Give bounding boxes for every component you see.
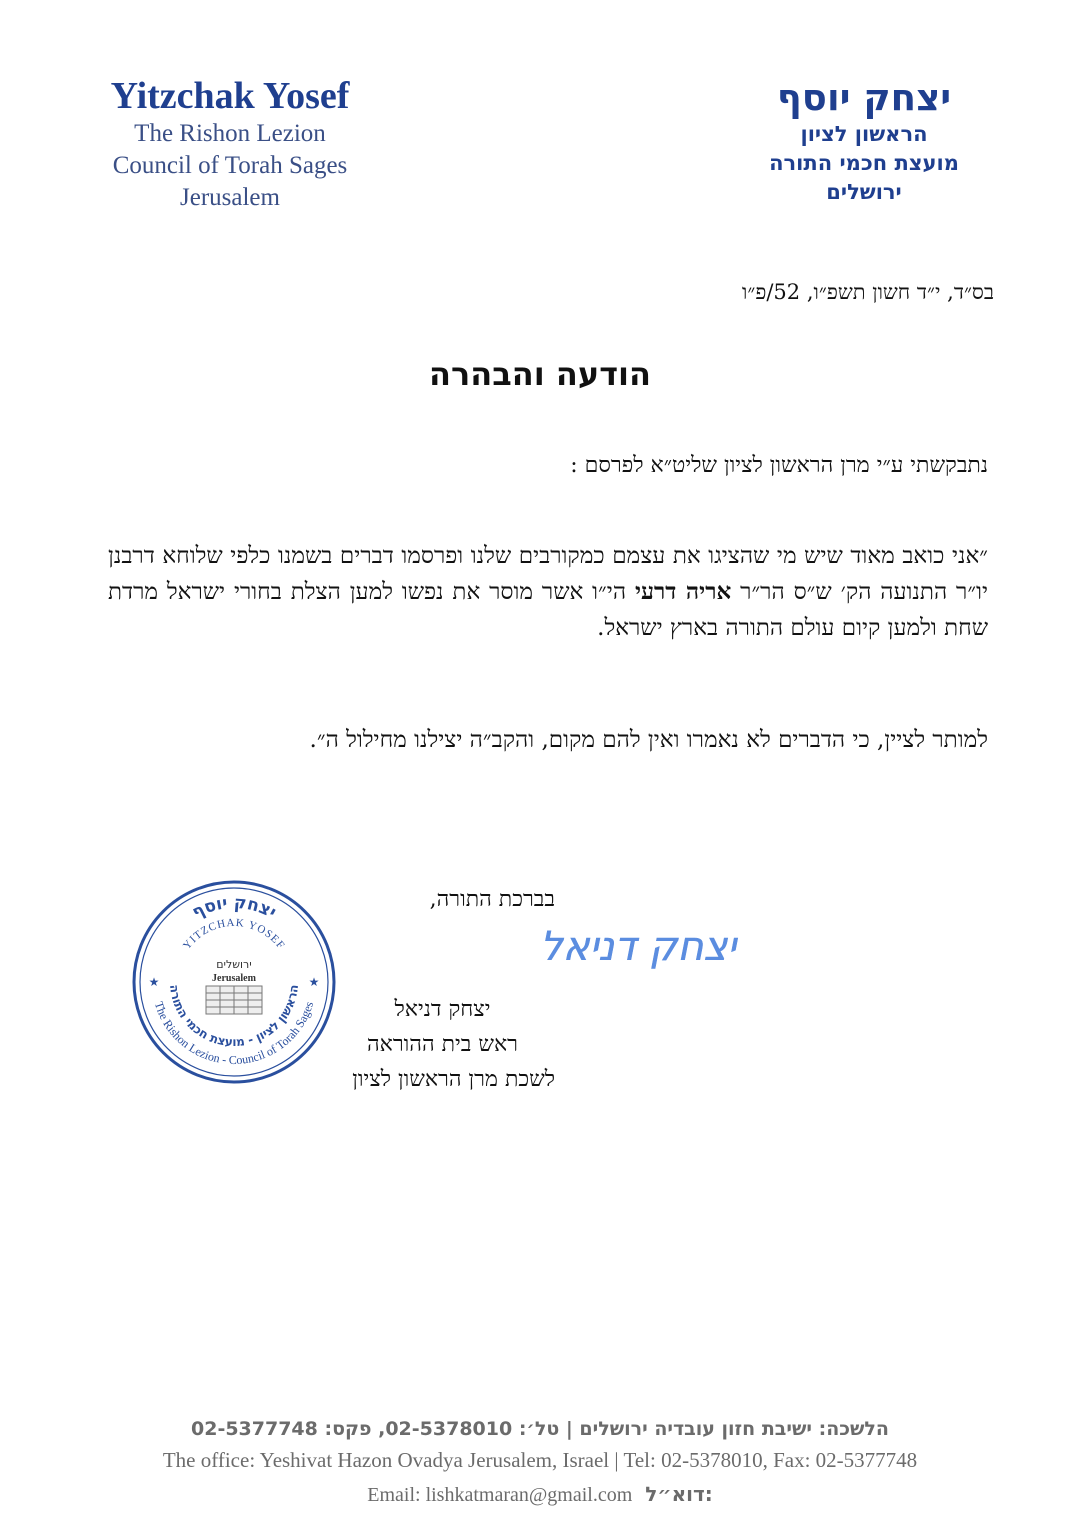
- intro-line: נתבקשתי ע״י מרן הראשון לציון שליט״א לפרסם :: [570, 453, 988, 478]
- letterhead-hebrew-name: יצחק יוסף: [776, 76, 952, 119]
- body-paragraph-2: למותר לציין, כי הדברים לא נאמרו ואין להם מקום, והקב״ה יצילנו מחילול ה״.: [309, 727, 988, 753]
- letterhead-hebrew-line3: ירושלים: [826, 180, 902, 204]
- paragraph-1-start: ״אני כואב מאוד שיש מי שהציגו את עצמם כמקורבים שלנו ופרסמו דברים בשמנו כלפי שלוחא דרבנן יו״ר התנועה הק׳ ש״ס הר״ר: [108, 543, 989, 605]
- page-title: הודעה והבהרה: [429, 355, 651, 393]
- stamp-english-top: YITZCHAK YOSEF: [180, 916, 288, 952]
- letterhead-english-name: Yitzchak Yosef: [110, 75, 350, 117]
- paragraph-1-bold-name: אריה דרעי: [634, 578, 732, 605]
- stamp-hebrew-ring: הראשון לציון - מועצת חכמי התורה: [166, 983, 302, 1050]
- official-stamp: [130, 878, 338, 1086]
- signature-block: [330, 882, 555, 1097]
- letterhead-english: [60, 74, 400, 214]
- signer-name: יצחק דניאל: [394, 997, 491, 1022]
- stamp-wall-icon: [206, 986, 262, 1014]
- footer-email-line: [0, 1482, 1080, 1507]
- paragraph-1-end: הי״ו אשר מוסר את נפשו למען הצלת בחורי ישראל מרדת שחת ולמען קיום עולם התורה בארץ ישראל.: [108, 579, 988, 641]
- signer-office: לשכת מרן הראשון לציון: [352, 1067, 555, 1092]
- letterhead-hebrew-line1: הראשון לציון: [800, 122, 928, 146]
- date-line: בס״ד, י״ד חשון תשפ״ו, 52/פ״ו: [741, 280, 994, 304]
- signer-title: ראש בית ההוראה: [367, 1032, 518, 1057]
- letterhead-english-line3: Jerusalem: [180, 184, 280, 211]
- letterhead-hebrew: [734, 76, 994, 207]
- letterhead-english-line2: Council of Torah Sages: [112, 152, 348, 179]
- stamp-right-star-icon: ★: [308, 975, 320, 989]
- footer-email-address[interactable]: lishkatmaran@gmail.com: [425, 1484, 633, 1506]
- footer-email-label: Email:: [367, 1484, 421, 1506]
- stamp-center-english: Jerusalem: [212, 973, 256, 984]
- stamp-center-hebrew: ירושלים: [216, 958, 252, 971]
- letterhead-hebrew-line2: מועצת חכמי התורה: [769, 151, 959, 175]
- signature-script: יצחק דניאל: [540, 924, 737, 970]
- closing-line: בברכת התורה,: [429, 887, 555, 912]
- footer-email-hebrew-label: דוא״ל:: [645, 1482, 713, 1506]
- stamp-hebrew-top: יצחק יוסף: [189, 892, 280, 923]
- footer-english-line: The office: Yeshivat Hazon Ovadya Jerusalem, Israel | Tel: 02-5378010, Fax: 02-5377748: [162, 1448, 918, 1472]
- letterhead-english-line1: The Rishon Lezion: [134, 120, 326, 147]
- stamp-left-star-icon: ★: [148, 975, 160, 989]
- body-paragraph-1: [108, 538, 988, 646]
- footer-hebrew-line: הלשכה: ישיבת חזון עובדיה ירושלים | טל׳: 02-5378010, פקס: 02-5377748: [191, 1418, 889, 1440]
- stamp-english-ring: The Rishon Lezion - Council of Torah Sages: [151, 999, 317, 1068]
